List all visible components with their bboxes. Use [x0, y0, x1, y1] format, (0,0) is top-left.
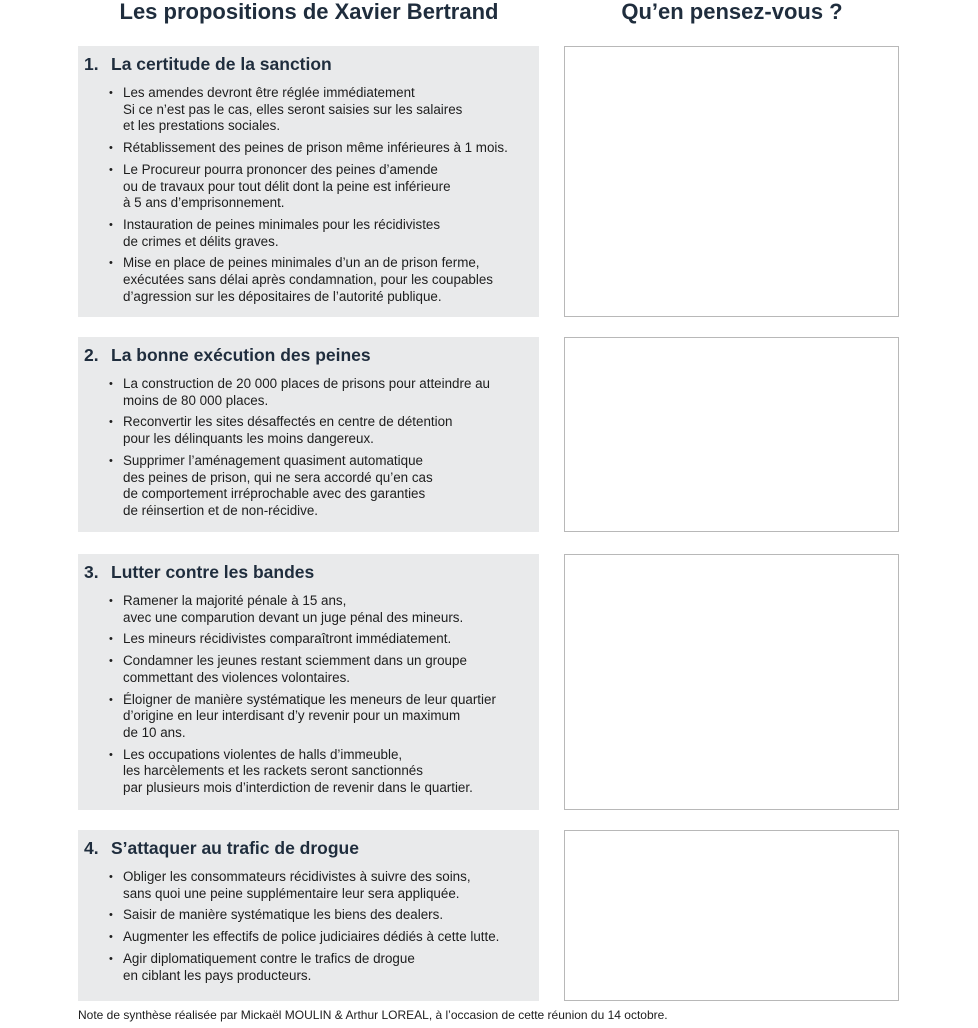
footnote: Note de synthèse réalisée par Mickaël MOULIN & Arthur LOREAL, à l’occasion de cette réunion du 14 octobre.	[78, 1008, 668, 1022]
section-number: 2.	[84, 345, 99, 365]
proposal-line: • Rétablissement des peines de prison même inférieures à 1 mois.	[123, 140, 508, 156]
proposal-item	[84, 929, 533, 946]
section-title-text: S’attaquer au trafic de drogue	[111, 838, 359, 858]
proposal-line: • Augmenter les effectifs de police judiciaires dédiés à cette lutte.	[123, 929, 500, 945]
section-number: 4.	[84, 838, 99, 858]
proposal-item	[84, 414, 533, 447]
proposal-line: les harcèlements et les rackets seront sanctionnés	[123, 763, 423, 779]
proposal-line: • Instauration de peines minimales pour les récidivistes	[123, 216, 441, 232]
proposal-line: • Éloigner de manière systématique les meneurs de leur quartier	[123, 691, 496, 707]
section-title	[84, 54, 533, 74]
proposal-line: exécutées sans délai après condamnation, pour les coupables	[123, 272, 493, 288]
proposal-line: avec une comparution devant un juge pénal des mineurs.	[123, 609, 464, 625]
proposal-line: • Obliger les consommateurs récidivistes à suivre des soins,	[123, 869, 471, 884]
proposal-line: • Condamner les jeunes restant sciemment dans un groupe	[123, 653, 467, 669]
proposal-item	[84, 85, 533, 135]
proposal-line: de 10 ans.	[123, 724, 186, 740]
proposal-list	[84, 593, 533, 797]
proposal-line: par plusieurs mois d’interdiction de revenir dans le quartier.	[123, 780, 473, 796]
proposal-line: • La construction de 20 000 places de prisons pour atteindre au	[123, 376, 491, 391]
opinion-box-1[interactable]	[564, 46, 899, 317]
proposal-line: • Supprimer l’aménagement quasiment automatique	[123, 452, 423, 468]
proposal-list	[84, 869, 533, 984]
section-title	[84, 562, 533, 582]
proposal-item	[84, 162, 533, 212]
section-title-text: Lutter contre les bandes	[111, 562, 315, 582]
proposal-line: des peines de prison, qui ne sera accordé qu’en cas	[123, 469, 433, 485]
proposal-line: • Agir diplomatiquement contre le trafics de drogue	[123, 950, 415, 966]
proposal-line: • Le Procureur pourra prononcer des peines d’amende	[123, 161, 438, 177]
proposal-item	[84, 376, 533, 409]
propositions-heading: Les propositions de Xavier Bertrand	[119, 0, 499, 24]
proposal-list	[84, 376, 533, 520]
proposal-section-3	[78, 554, 539, 810]
proposal-line: d’origine en leur interdisant d’y revenir pour un maximum	[123, 708, 461, 724]
section-number: 1.	[84, 54, 99, 74]
proposal-line: de crimes et délits graves.	[123, 233, 279, 249]
proposal-section-4	[78, 830, 539, 1001]
section-title	[84, 838, 533, 858]
proposal-line: de réinsertion et de non-récidive.	[123, 502, 319, 518]
proposal-item	[84, 140, 533, 157]
section-title	[84, 345, 533, 365]
proposal-line: commettant des violences volontaires.	[123, 669, 351, 685]
proposal-list	[84, 85, 533, 305]
proposal-line: sans quoi une peine supplémentaire leur sera appliquée.	[123, 885, 460, 901]
proposal-line: à 5 ans d’emprisonnement.	[123, 195, 285, 211]
proposal-item	[84, 653, 533, 686]
proposal-line: • Les mineurs récidivistes comparaîtront immédiatement.	[123, 631, 452, 647]
proposal-item	[84, 631, 533, 648]
proposal-line: • Reconvertir les sites désaffectés en centre de détention	[123, 414, 453, 430]
proposal-item	[84, 747, 533, 797]
proposal-section-2	[78, 337, 539, 532]
proposal-line: ou de travaux pour tout délit dont la peine est inférieure	[123, 178, 451, 194]
proposal-line: moins de 80 000 places.	[123, 392, 269, 408]
proposal-item	[84, 217, 533, 250]
proposal-item	[84, 593, 533, 626]
proposal-item	[84, 951, 533, 984]
section-title-text: La certitude de la sanction	[111, 54, 332, 74]
proposal-item	[84, 907, 533, 924]
proposal-line: • Les amendes devront être réglée immédiatement	[123, 85, 415, 100]
proposal-line: • Saisir de manière systématique les biens des dealers.	[123, 907, 444, 923]
proposal-line: Si ce n’est pas le cas, elles seront saisies sur les salaires	[123, 101, 463, 117]
proposal-line: pour les délinquants les moins dangereux.	[123, 431, 374, 447]
proposal-line: • Les occupations violentes de halls d’immeuble,	[123, 746, 403, 762]
proposal-line: de comportement irréprochable avec des garanties	[123, 486, 426, 502]
proposal-line: • Ramener la majorité pénale à 15 ans,	[123, 593, 347, 608]
proposal-section-1	[78, 46, 539, 317]
opinion-heading: Qu’en pensez-vous ?	[621, 0, 843, 24]
opinion-box-3[interactable]	[564, 554, 899, 810]
opinion-box-2[interactable]	[564, 337, 899, 532]
proposal-line: et les prestations sociales.	[123, 118, 281, 134]
proposal-line: • Mise en place de peines minimales d’un an de prison ferme,	[123, 255, 480, 271]
section-title-text: La bonne exécution des peines	[111, 345, 371, 365]
proposal-item	[84, 692, 533, 742]
proposal-line: d’agression sur les dépositaires de l’autorité publique.	[123, 288, 442, 304]
proposal-item	[84, 453, 533, 520]
proposal-item	[84, 869, 533, 902]
opinion-box-4[interactable]	[564, 830, 899, 1001]
proposal-item	[84, 255, 533, 305]
section-number: 3.	[84, 562, 99, 582]
proposal-line: en ciblant les pays producteurs.	[123, 967, 312, 983]
